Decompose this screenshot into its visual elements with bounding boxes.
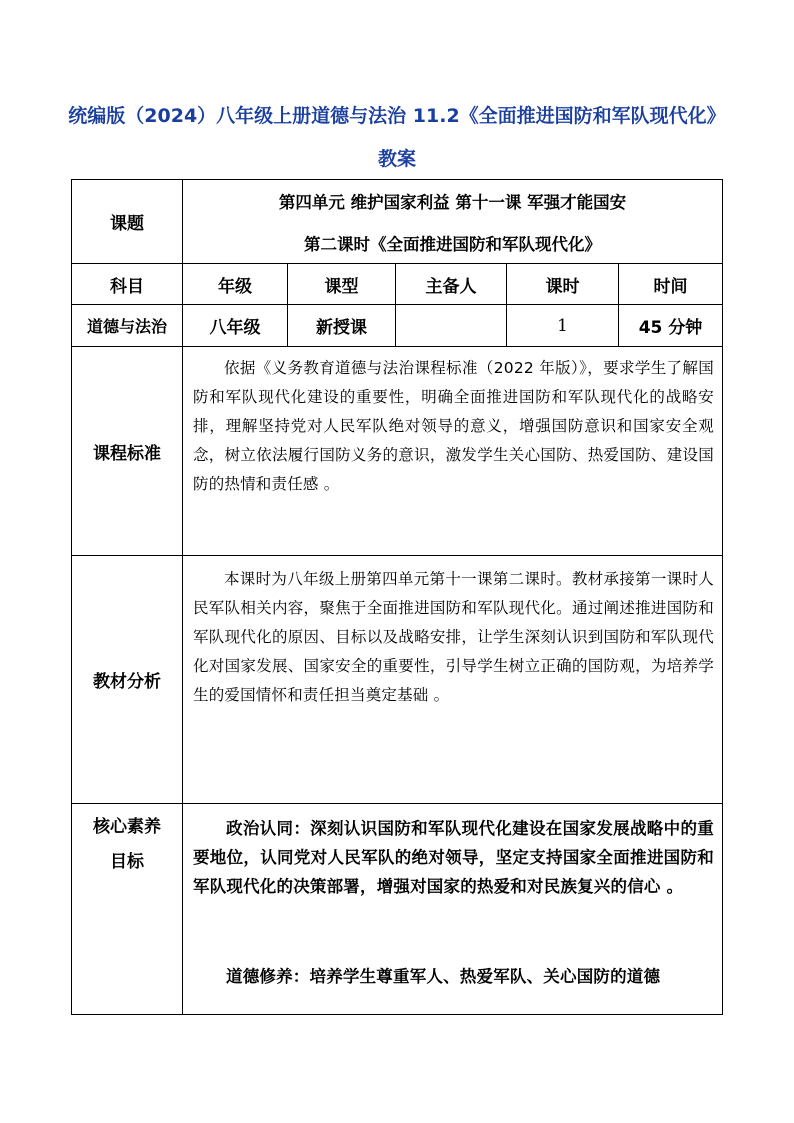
header-periods: 课时 xyxy=(545,276,580,297)
value-time: 45 分钟 xyxy=(638,318,703,338)
value-subject: 道德与法治 xyxy=(86,317,167,336)
lesson-plan-table xyxy=(71,179,723,1015)
document-title-line1: 统编版（2024）八年级上册道德与法治 11.2《全面推进国防和军队现代化》 xyxy=(68,105,726,127)
analysis-text: 本课时为八年级上册第四单元第十一课第二课时。教材承接第一课时人民军队相关内容，聚焦于全面推进国防和军队现代化。通过阐述推进国防和军队现代化的原因、目标以及战略安排，让学生深刻认识到国防和军队现代化对国家发展、国家安全的重要性，引导学生树立正确的国防观，为培养学生的爱国情怀和责任担当奠定基础 。 xyxy=(193,570,714,704)
core-political-identity: 政治认同：深刻认识国防和军队现代化建设在国家发展战略中的重要地位，认同党对人民军队的绝对领导，坚定支持国家全面推进国防和军队现代化的决策部署，增强对国家的热爱和对民族复兴的信心 。 xyxy=(193,819,714,896)
value-periods: 1 xyxy=(557,315,568,336)
header-grade: 年级 xyxy=(218,276,252,297)
header-preparer: 主备人 xyxy=(425,276,477,297)
value-preparer xyxy=(396,305,506,346)
header-lesson-type: 课型 xyxy=(324,276,359,297)
value-grade: 八年级 xyxy=(209,318,261,338)
analysis-label: 教材分析 xyxy=(93,672,161,692)
core-moral-cultivation: 道德修养：培养学生尊重军人、热爱军队、关心国防的道德 xyxy=(226,967,661,986)
topic-line1: 第四单元 维护国家利益 第十一课 军强才能国安 xyxy=(278,193,627,212)
header-time: 时间 xyxy=(653,276,688,297)
topic-line2: 第二课时《全面推进国防和军队现代化》 xyxy=(304,235,601,254)
core-label xyxy=(72,810,182,880)
curriculum-label: 课程标准 xyxy=(93,443,161,464)
core-label-line2: 目标 xyxy=(110,852,144,872)
value-lesson-type: 新授课 xyxy=(316,318,367,338)
core-label-line1: 核心素养 xyxy=(93,817,161,837)
document-title-line2: 教案 xyxy=(377,148,416,170)
topic-label: 课题 xyxy=(110,214,144,234)
header-subject: 科目 xyxy=(110,276,144,297)
curriculum-text: 依据《义务教育道德与法治课程标准（2022 年版）》，要求学生了解国防和军队现代化建设的重要性，明确全面推进国防和军队现代化的战略安排，理解坚持党对人民军队绝对领导的意义，增强国防意识和国家安全观念，树立依法履行国防义务的意识，激发学生关心国防、热爱国防、建设国防的热情和责任感 。 xyxy=(193,359,714,493)
